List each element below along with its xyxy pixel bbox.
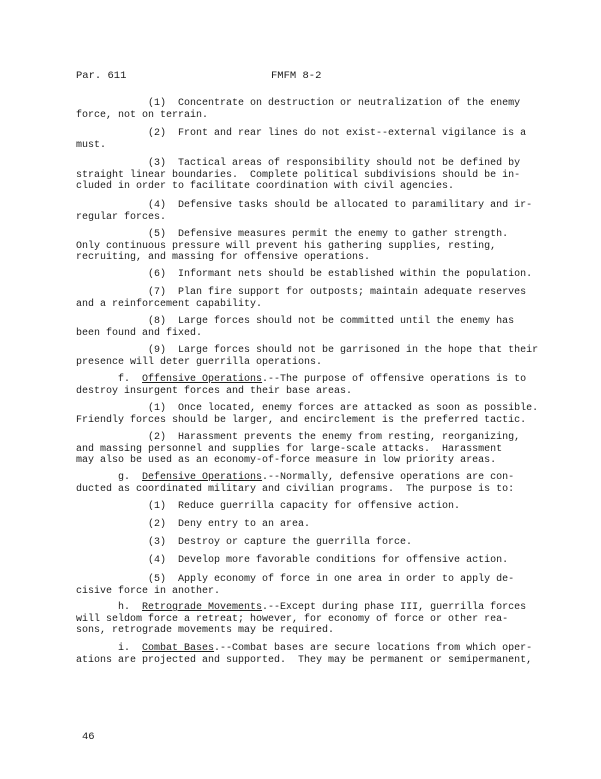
section-h-retrograde-movements: h. Retrograde Movements.--Except during phase III, guerrilla forces will seldom force a retreat; however, for economy of force or other rea- sons, retrograde movements may be required. — [76, 602, 527, 636]
item-g-4: (4) Develop more favorable conditions for offensive action. — [76, 555, 509, 566]
item-6: (6) Informant nets should be established within the population. — [76, 269, 533, 280]
paragraph-reference: Par. 611 — [76, 70, 127, 82]
section-title: Combat Bases — [142, 643, 215, 654]
item-f-1: (1) Once located, enemy forces are attacked as soon as possible. Friendly forces should be larger, and encirclement is the preferred tactic. — [76, 403, 539, 426]
section-i-combat-bases: i. Combat Bases.--Combat bases are secure locations from which oper- ations are projected and supported. They may be permanent or semipermanent, — [76, 643, 533, 666]
item-g-5: (5) Apply economy of force in one area in order to apply de- cisive force in another. — [76, 574, 515, 597]
item-9: (9) Large forces should not be garrisoned in the hope that their presence will deter guerrilla operations. — [76, 345, 539, 368]
section-f-offensive-operations: f. Offensive Operations.--The purpose of offensive operations is to destroy insurgent forces and their base areas. — [76, 374, 527, 397]
section-title: Defensive Operations — [142, 472, 263, 483]
item-5: (5) Defensive measures permit the enemy to gather strength. Only continuous pressure will prevent his gathering supplies, resting, recruiting, and massing for offensive operations. — [76, 229, 509, 263]
item-g-1: (1) Reduce guerrilla capacity for offensive action. — [76, 501, 461, 512]
item-8: (8) Large forces should not be committed until the enemy has been found and fixed. — [76, 316, 515, 339]
item-3: (3) Tactical areas of responsibility should not be defined by straight linear boundaries. Complete political subdivisions should be in- cluded in order to facilitate coordination with civil agencies. — [76, 158, 521, 192]
item-4: (4) Defensive tasks should be allocated to paramilitary and ir- regular forces. — [76, 200, 533, 223]
section-g-defensive-operations: g. Defensive Operations.--Normally, defensive operations are con- ducted as coordinated military and civilian programs. The purpose is to: — [76, 472, 515, 495]
manual-title: FMFM 8-2 — [271, 70, 322, 82]
item-f-2: (2) Harassment prevents the enemy from resting, reorganizing, and massing personnel and supplies for large-scale attacks. Harassment may also be used as an economy-of-force measure in low priority areas. — [76, 432, 521, 466]
section-title: Retrograde Movements — [142, 602, 263, 613]
item-7: (7) Plan fire support for outposts; maintain adequate reserves and a reinforcement capability. — [76, 287, 527, 310]
item-g-2: (2) Deny entry to an area. — [76, 519, 311, 530]
item-2: (2) Front and rear lines do not exist--external vigilance is a must. — [76, 128, 527, 151]
item-1: (1) Concentrate on destruction or neutralization of the enemy force, not on terrain. — [76, 98, 521, 121]
item-g-3: (3) Destroy or capture the guerrilla force. — [76, 537, 413, 548]
section-title: Offensive Operations — [142, 374, 263, 385]
page-number: 46 — [82, 731, 95, 743]
